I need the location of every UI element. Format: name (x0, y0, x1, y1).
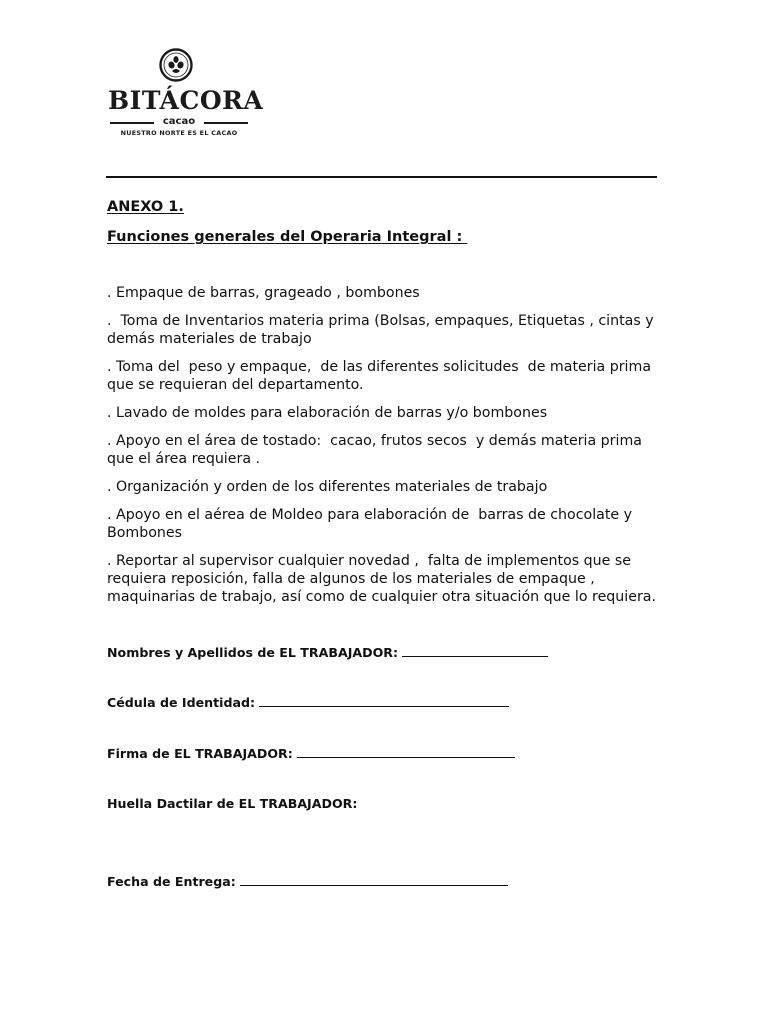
id-number-label: Cédula de Identidad: (107, 695, 256, 710)
fingerprint-label: Huella Dactilar de EL TRABAJADOR: (107, 796, 358, 811)
signature-line (297, 745, 515, 758)
document-subtitle: Funciones generales del Operaria Integral : (107, 229, 468, 245)
list-item: . Organización y orden de los diferentes materiales de trabajo (107, 479, 548, 495)
list-item: . Reportar al supervisor cualquier novedad , falta de implementos que se requiera reposición, falla de algunos de los materiales de empaque , maquinarias de trabajo, así como de cualquier otra situación que lo requiera. (107, 553, 657, 605)
brand-sub: cacao (162, 116, 196, 127)
cacao-emblem-icon (159, 48, 193, 82)
delivery-date-label: Fecha de Entrega: (107, 874, 236, 889)
annex-title: ANEXO 1. (107, 199, 184, 215)
signature-field (107, 745, 515, 762)
id-number-line (259, 694, 509, 707)
list-item: . Apoyo en el área de tostado: cacao, frutos secos y demás materia prima que el área requiera . (107, 433, 647, 467)
list-item: . Toma del peso y empaque, de las diferentes solicitudes de materia prima que se requieran del departamento. (107, 359, 656, 393)
list-item: . Apoyo en el aérea de Moldeo para elaboración de barras de chocolate y Bombones (107, 507, 637, 541)
delivery-date-field (107, 873, 508, 890)
delivery-date-line (240, 873, 508, 886)
brand-tagline: NUESTRO NORTE ES EL CACAO (120, 129, 238, 137)
worker-name-field (107, 644, 548, 661)
signature-label: Firma de EL TRABAJADOR: (107, 746, 293, 761)
brand-name: BITÁCORA (108, 86, 264, 115)
divider (204, 122, 248, 124)
id-number-field (107, 694, 509, 711)
fingerprint-field (107, 796, 357, 812)
functions-list (107, 284, 667, 616)
list-item: . Toma de Inventarios materia prima (Bolsas, empaques, Etiquetas , cintas y demás materiales de trabajo (107, 313, 659, 347)
company-logo (108, 48, 264, 140)
list-item: . Lavado de moldes para elaboración de barras y/o bombones (107, 405, 548, 421)
list-item: . Empaque de barras, grageado , bombones (107, 285, 420, 301)
worker-name-label: Nombres y Apellidos de EL TRABAJADOR: (107, 645, 399, 660)
header-divider (106, 176, 657, 178)
brand-subline (108, 116, 250, 128)
worker-name-line (402, 644, 548, 657)
